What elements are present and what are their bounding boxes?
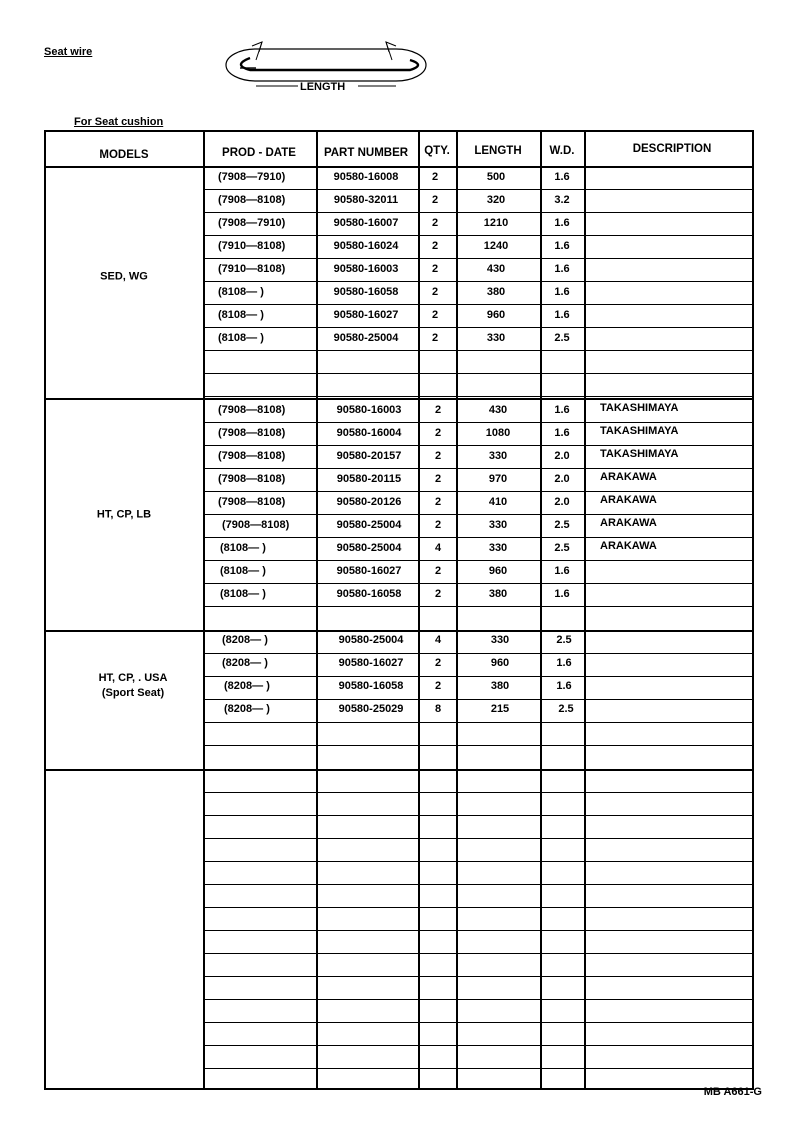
header-prod-date: PROD - DATE xyxy=(222,147,296,159)
qty-cell: 2 xyxy=(431,194,439,206)
qty-cell: 2 xyxy=(431,286,439,298)
header-wd: W.D. xyxy=(549,145,575,157)
wd-cell: 1.6 xyxy=(554,565,570,577)
length-cell: 410 xyxy=(488,496,508,508)
wd-cell: 1.6 xyxy=(554,286,570,298)
model-group-label xyxy=(100,270,148,285)
part-number-cell: 90580-25004 xyxy=(336,542,402,554)
row-rule xyxy=(203,861,752,862)
length-cell: 320 xyxy=(486,194,506,206)
prod-date-cell: (8108— ) xyxy=(218,286,264,298)
length-cell: 500 xyxy=(486,171,506,183)
qty-cell: 2 xyxy=(434,519,442,531)
row-rule xyxy=(203,258,752,259)
row-rule xyxy=(203,212,752,213)
wd-cell: 1.6 xyxy=(554,309,570,321)
part-number-cell: 90580-16058 xyxy=(338,680,404,692)
prod-date-cell: (8108— ) xyxy=(218,309,264,321)
row-rule xyxy=(203,514,752,515)
length-cell: 1210 xyxy=(483,217,509,229)
length-cell: 330 xyxy=(488,450,508,462)
prod-date-cell: (7908—8108) xyxy=(218,496,286,508)
row-rule xyxy=(203,976,752,977)
row-rule xyxy=(203,422,752,423)
part-number-cell: 90580-25004 xyxy=(333,332,399,344)
prod-date-cell: (8108— ) xyxy=(220,542,266,554)
length-cell: 430 xyxy=(488,404,508,416)
seat-wire-label: Seat wire xyxy=(44,46,93,58)
wd-cell: 2.5 xyxy=(556,634,572,646)
wd-cell: 1.6 xyxy=(554,217,570,229)
length-cell: 970 xyxy=(488,473,508,485)
row-rule xyxy=(203,907,752,908)
row-rule xyxy=(203,606,752,607)
length-dimension-label: LENGTH xyxy=(300,81,346,93)
length-cell: 330 xyxy=(488,542,508,554)
qty-cell: 2 xyxy=(431,332,439,344)
prod-date-cell: (8208— ) xyxy=(222,657,268,669)
row-rule xyxy=(203,699,752,700)
part-number-cell: 90580-32011 xyxy=(333,194,399,206)
length-cell: 380 xyxy=(486,286,506,298)
length-cell: 960 xyxy=(490,657,510,669)
part-number-cell: 90580-20115 xyxy=(336,473,402,485)
model-line: HT, CP, . USA xyxy=(98,672,168,684)
row-rule xyxy=(203,953,752,954)
row-rule xyxy=(203,468,752,469)
row-rule xyxy=(203,999,752,1000)
part-number-cell: 90580-25004 xyxy=(338,634,404,646)
prod-date-cell: (8208— ) xyxy=(224,703,270,715)
prod-date-cell: (8208— ) xyxy=(222,634,268,646)
wd-cell: 1.6 xyxy=(554,427,570,439)
qty-cell: 2 xyxy=(431,309,439,321)
row-rule xyxy=(203,884,752,885)
row-rule xyxy=(203,350,752,351)
length-cell: 330 xyxy=(488,519,508,531)
description-cell: ARAKAWA xyxy=(600,540,657,552)
prod-date-cell: (8208— ) xyxy=(224,680,270,692)
length-cell: 330 xyxy=(490,634,510,646)
column-divider xyxy=(456,132,458,1088)
prod-date-cell: (7908—8108) xyxy=(218,473,286,485)
qty-cell: 2 xyxy=(434,473,442,485)
part-number-cell: 90580-16058 xyxy=(336,588,402,600)
qty-cell: 4 xyxy=(434,542,442,554)
length-cell: 960 xyxy=(486,309,506,321)
qty-cell: 2 xyxy=(431,171,439,183)
description-cell: TAKASHIMAYA xyxy=(600,425,679,437)
group-rule xyxy=(46,630,752,632)
column-divider xyxy=(418,132,420,1088)
row-rule xyxy=(203,1022,752,1023)
prod-date-cell: (8108— ) xyxy=(220,588,266,600)
description-cell: TAKASHIMAYA xyxy=(600,402,679,414)
description-cell: ARAKAWA xyxy=(600,471,657,483)
prod-date-cell: (7908—8108) xyxy=(222,519,290,531)
prod-date-cell: (7910—8108) xyxy=(218,240,286,252)
qty-cell: 2 xyxy=(434,657,442,669)
part-number-cell: 90580-16027 xyxy=(333,309,399,321)
part-number-cell: 90580-20126 xyxy=(336,496,402,508)
header-rule xyxy=(46,166,752,168)
model-line: SED, WG xyxy=(100,270,148,283)
header-part-number: PART NUMBER xyxy=(323,147,409,159)
model-group-label xyxy=(99,671,168,701)
wd-cell: 2.5 xyxy=(554,332,570,344)
qty-cell: 2 xyxy=(431,217,439,229)
part-number-cell: 90580-16007 xyxy=(333,217,399,229)
part-number-cell: 90580-16004 xyxy=(336,427,402,439)
description-cell: ARAKAWA xyxy=(600,494,657,506)
length-cell: 1080 xyxy=(485,427,511,439)
row-rule xyxy=(203,583,752,584)
row-rule xyxy=(203,930,752,931)
header-models: MODELS xyxy=(99,149,149,161)
wd-cell: 1.6 xyxy=(554,588,570,600)
row-rule xyxy=(203,396,752,397)
qty-cell: 2 xyxy=(434,565,442,577)
row-rule xyxy=(203,304,752,305)
row-rule xyxy=(203,1045,752,1046)
prod-date-cell: (8108— ) xyxy=(218,332,264,344)
prod-date-cell: (7908—8108) xyxy=(218,427,286,439)
figure-code: MB A661-G xyxy=(703,1086,762,1098)
prod-date-cell: (7908—8108) xyxy=(218,404,286,416)
length-cell: 1240 xyxy=(483,240,509,252)
column-divider xyxy=(203,132,205,1088)
row-rule xyxy=(203,745,752,746)
row-rule xyxy=(203,653,752,654)
row-rule xyxy=(203,722,752,723)
qty-cell: 2 xyxy=(434,427,442,439)
length-cell: 380 xyxy=(488,588,508,600)
wd-cell: 1.6 xyxy=(554,171,570,183)
prod-date-cell: (7910—8108) xyxy=(218,263,286,275)
wd-cell: 2.0 xyxy=(554,473,570,485)
description-cell: ARAKAWA xyxy=(600,517,657,529)
wd-cell: 2.5 xyxy=(554,519,570,531)
row-rule xyxy=(203,327,752,328)
length-cell: 960 xyxy=(488,565,508,577)
prod-date-cell: (7908—7910) xyxy=(218,217,286,229)
prod-date-cell: (7908—8108) xyxy=(218,194,286,206)
column-divider xyxy=(316,132,318,1088)
part-number-cell: 90580-16008 xyxy=(333,171,399,183)
model-line: HT, CP, LB xyxy=(96,508,152,521)
length-cell: 380 xyxy=(490,680,510,692)
row-rule xyxy=(203,792,752,793)
row-rule xyxy=(203,445,752,446)
column-divider xyxy=(584,132,586,1088)
group-rule xyxy=(46,398,752,400)
part-number-cell: 90580-25029 xyxy=(338,703,404,715)
section-label: For Seat cushion xyxy=(74,116,164,128)
part-number-cell: 90580-16027 xyxy=(338,657,404,669)
part-number-cell: 90580-16027 xyxy=(336,565,402,577)
qty-cell: 2 xyxy=(431,263,439,275)
part-number-cell: 90580-25004 xyxy=(336,519,402,531)
header-qty: QTY. xyxy=(424,145,450,157)
qty-cell: 2 xyxy=(434,404,442,416)
wd-cell: 1.6 xyxy=(554,404,570,416)
row-rule xyxy=(203,491,752,492)
wd-cell: 2.0 xyxy=(554,496,570,508)
wd-cell: 3.2 xyxy=(554,194,570,206)
header-description: DESCRIPTION xyxy=(632,143,712,155)
wd-cell: 1.6 xyxy=(556,657,572,669)
length-cell: 215 xyxy=(490,703,510,715)
prod-date-cell: (7908—8108) xyxy=(218,450,286,462)
row-rule xyxy=(203,373,752,374)
wd-cell: 1.6 xyxy=(554,263,570,275)
row-rule xyxy=(203,838,752,839)
row-rule xyxy=(203,537,752,538)
wd-cell: 2.0 xyxy=(554,450,570,462)
part-number-cell: 90580-16024 xyxy=(333,240,399,252)
model-line: (Sport Seat) xyxy=(101,687,165,699)
wd-cell: 1.6 xyxy=(554,240,570,252)
length-cell: 430 xyxy=(486,263,506,275)
row-rule xyxy=(203,815,752,816)
part-number-cell: 90580-20157 xyxy=(336,450,402,462)
qty-cell: 2 xyxy=(434,588,442,600)
header-length: LENGTH xyxy=(474,145,522,157)
row-rule xyxy=(203,189,752,190)
row-rule xyxy=(203,676,752,677)
prod-date-cell: (8108— ) xyxy=(220,565,266,577)
qty-cell: 2 xyxy=(431,240,439,252)
row-rule xyxy=(203,235,752,236)
row-rule xyxy=(203,281,752,282)
wd-cell: 1.6 xyxy=(556,680,572,692)
qty-cell: 4 xyxy=(434,634,442,646)
qty-cell: 2 xyxy=(434,450,442,462)
wd-cell: 2.5 xyxy=(554,542,570,554)
prod-date-cell: (7908—7910) xyxy=(218,171,286,183)
group-rule xyxy=(46,769,752,771)
qty-cell: 2 xyxy=(434,680,442,692)
wd-cell: 2.5 xyxy=(558,703,574,715)
part-number-cell: 90580-16003 xyxy=(333,263,399,275)
column-divider xyxy=(540,132,542,1088)
part-number-cell: 90580-16003 xyxy=(336,404,402,416)
row-rule xyxy=(203,1068,752,1069)
model-group-label xyxy=(97,508,151,523)
part-number-cell: 90580-16058 xyxy=(333,286,399,298)
length-cell: 330 xyxy=(486,332,506,344)
seat-wire-table xyxy=(44,130,754,1090)
description-cell: TAKASHIMAYA xyxy=(600,448,679,460)
row-rule xyxy=(203,560,752,561)
qty-cell: 8 xyxy=(434,703,442,715)
qty-cell: 2 xyxy=(434,496,442,508)
